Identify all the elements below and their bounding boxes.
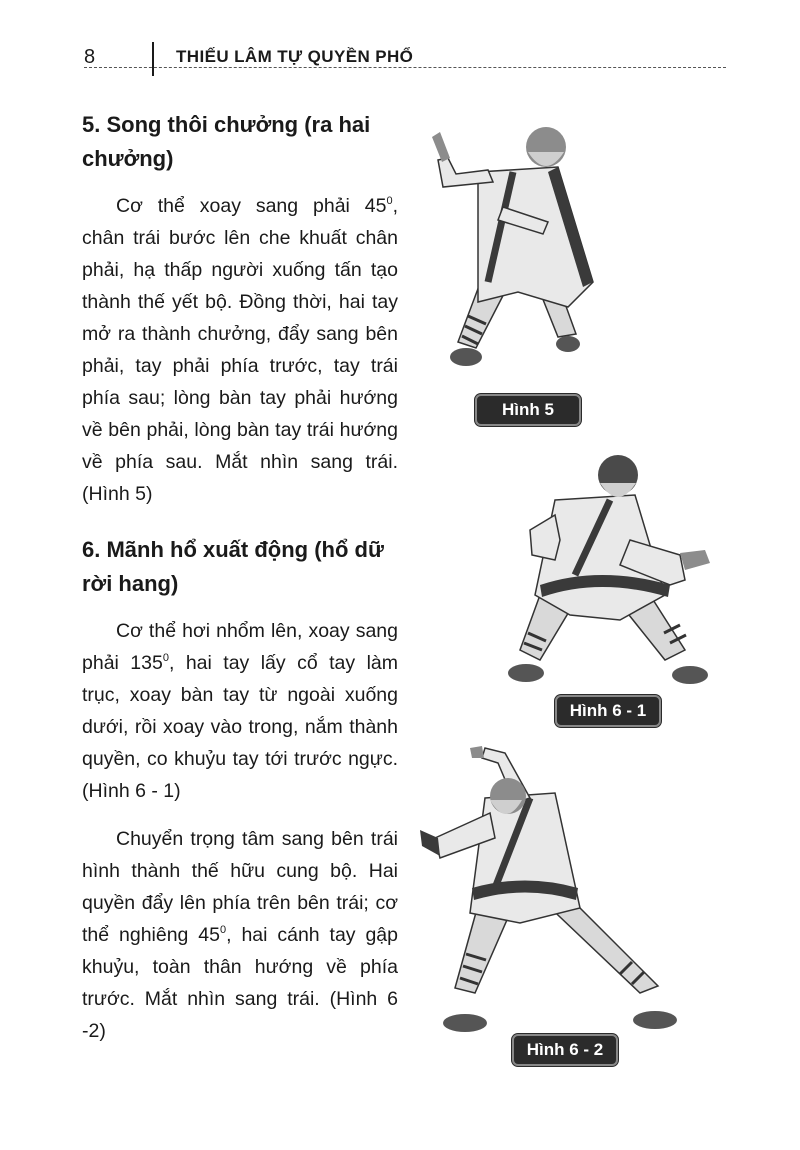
header-rule (84, 67, 726, 68)
section-5 (82, 108, 398, 510)
page-number: 8 (84, 46, 96, 68)
header-divider (152, 42, 154, 76)
figure-6-2-photo (410, 738, 685, 1038)
running-title: THIẾU LÂM TỰ QUYỀN PHỔ (176, 47, 414, 66)
section-5-paragraph: Cơ thể xoay sang phải $45^0$, chân trái bước lên che khuất chân phải, hạ thấp người xuống tấn tạo thành thế yết bộ. Đồng thời, hai tay mở ra thành chưởng, đẩy sang bên phải, tay phải phía trước, tay trái phía sau; lòng bàn tay phải hướng về bên phải, lòng bàn tay trái hướng về phía sau. Mắt nhìn sang trái. (Hình 5) (82, 195, 398, 505)
page-header (84, 38, 726, 78)
section-6 (82, 533, 398, 1047)
section-6-paragraph-1: Cơ thể hơi nhổm lên, xoay sang phải $135^0$, hai tay lấy cổ tay làm trục, xoay bàn tay từ ngoài xuống dưới, rồi xoay vào trong, nắm thành quyền, co khuỷu tay tới trước ngực. (Hình 6 - 1) (82, 620, 398, 802)
figure-6-1-photo (500, 445, 720, 695)
figure-6-1-caption: Hình 6 - 1 (555, 695, 661, 727)
figure-5-photo (418, 112, 618, 382)
figure-6-2-caption: Hình 6 - 2 (512, 1034, 618, 1066)
section-5-heading: 5. Song thôi chưởng (ra hai chưởng) (82, 112, 371, 171)
section-6-paragraph-2: Chuyển trọng tâm sang bên trái hình thành thế hữu cung bộ. Hai quyền đẩy lên phía trên bên trái; cơ thể nghiêng $45^0$, hai cánh tay gập khuỷu, toàn thân hướng về phía trước. Mắt nhìn sang trái. (Hình 6 -2) (82, 828, 398, 1042)
figure-5-caption: Hình 5 (475, 394, 581, 426)
section-6-heading: 6. Mãnh hổ xuất động (hổ dữ rời hang) (82, 537, 384, 596)
